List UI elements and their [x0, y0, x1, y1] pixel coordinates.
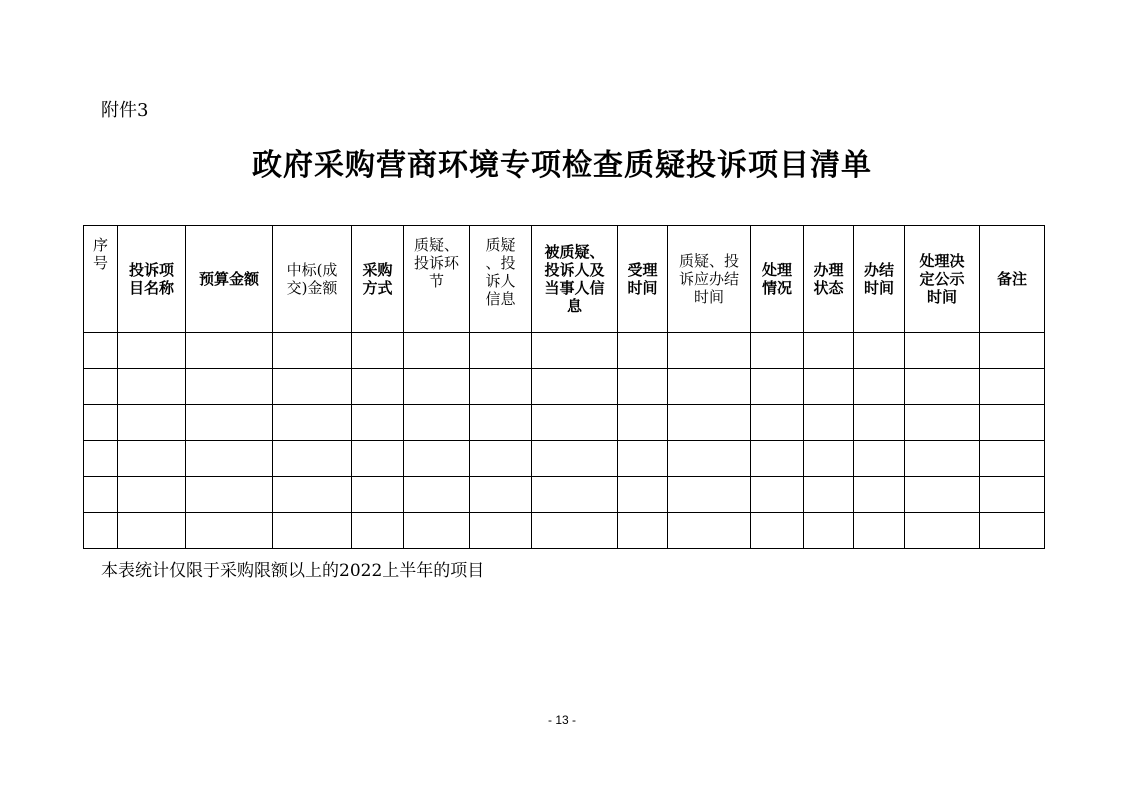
header-budget-amount: 预算金额 — [186, 226, 273, 333]
table-cell — [404, 405, 470, 441]
table-cell — [804, 477, 854, 513]
table-cell — [186, 369, 273, 405]
table-cell — [854, 369, 905, 405]
table-cell — [532, 369, 618, 405]
table-cell — [84, 333, 118, 369]
table-cell — [804, 513, 854, 549]
table-cell — [273, 333, 352, 369]
header-serial-number: 序 号 — [84, 226, 118, 333]
table-cell — [751, 513, 804, 549]
table-cell — [273, 369, 352, 405]
table-cell — [84, 513, 118, 549]
table-cell — [905, 369, 980, 405]
attachment-label: 附件3 — [101, 100, 149, 121]
table-cell — [668, 369, 751, 405]
table-cell — [84, 405, 118, 441]
header-procurement-method: 采购 方式 — [352, 226, 404, 333]
table-cell — [273, 441, 352, 477]
table-row — [84, 369, 1045, 405]
table-cell — [352, 441, 404, 477]
complaint-list-table — [83, 225, 1045, 549]
table-cell — [668, 477, 751, 513]
table-row — [84, 405, 1045, 441]
table-cell — [84, 477, 118, 513]
table-cell — [618, 513, 668, 549]
table-cell — [186, 405, 273, 441]
table-row — [84, 513, 1045, 549]
table-cell — [618, 441, 668, 477]
header-remarks: 备注 — [980, 226, 1045, 333]
table-cell — [854, 513, 905, 549]
table-cell — [404, 369, 470, 405]
table-cell — [352, 513, 404, 549]
table-cell — [532, 441, 618, 477]
table-header-row — [84, 226, 1045, 333]
table-cell — [404, 333, 470, 369]
table-cell — [532, 477, 618, 513]
table-cell — [668, 441, 751, 477]
table-cell — [273, 405, 352, 441]
table-cell — [186, 477, 273, 513]
table-cell — [352, 333, 404, 369]
table-cell — [980, 513, 1045, 549]
table-cell — [980, 477, 1045, 513]
table-row — [84, 441, 1045, 477]
table-cell — [980, 333, 1045, 369]
table-cell — [186, 513, 273, 549]
table-cell — [273, 513, 352, 549]
table-cell — [352, 405, 404, 441]
table-cell — [186, 333, 273, 369]
table-cell — [404, 441, 470, 477]
table-row — [84, 333, 1045, 369]
table-cell — [470, 405, 532, 441]
table-cell — [854, 333, 905, 369]
table-cell — [854, 477, 905, 513]
table-cell — [980, 441, 1045, 477]
table-cell — [118, 333, 186, 369]
table-cell — [751, 477, 804, 513]
table-cell — [905, 333, 980, 369]
table-cell — [854, 405, 905, 441]
table-cell — [118, 405, 186, 441]
header-handling-status: 处理 情况 — [751, 226, 804, 333]
header-award-amount: 中标(成 交)金额 — [273, 226, 352, 333]
table-cell — [273, 477, 352, 513]
header-complaint-stage: 质疑、 投诉环 节 — [404, 226, 470, 333]
table-cell — [905, 477, 980, 513]
table-cell — [352, 369, 404, 405]
page-number: - 13 - — [547, 713, 576, 727]
table-cell — [470, 477, 532, 513]
table-cell — [84, 441, 118, 477]
table-cell — [470, 369, 532, 405]
table-cell — [118, 477, 186, 513]
table-cell — [804, 405, 854, 441]
table-cell — [186, 441, 273, 477]
table-cell — [905, 405, 980, 441]
table-cell — [532, 513, 618, 549]
table-cell — [751, 441, 804, 477]
header-project-name: 投诉项 目名称 — [118, 226, 186, 333]
table-cell — [470, 333, 532, 369]
header-processing-state: 办理 状态 — [804, 226, 854, 333]
header-decision-publication-time: 处理决 定公示 时间 — [905, 226, 980, 333]
table-cell — [618, 477, 668, 513]
table-cell — [404, 477, 470, 513]
table-cell — [804, 441, 854, 477]
table-cell — [668, 405, 751, 441]
table-row — [84, 477, 1045, 513]
footnote: 本表统计仅限于采购限额以上的2022上半年的项目 — [101, 561, 485, 581]
table-cell — [618, 369, 668, 405]
table-cell — [470, 441, 532, 477]
table-cell — [618, 405, 668, 441]
table-cell — [905, 441, 980, 477]
table-cell — [668, 333, 751, 369]
table-cell — [470, 513, 532, 549]
table-cell — [118, 441, 186, 477]
table-cell — [84, 369, 118, 405]
table-cell — [804, 333, 854, 369]
table-cell — [980, 405, 1045, 441]
table-cell — [804, 369, 854, 405]
table-cell — [751, 369, 804, 405]
header-acceptance-time: 受理 时间 — [618, 226, 668, 333]
table-cell — [905, 513, 980, 549]
table-cell — [532, 333, 618, 369]
header-respondent-info: 被质疑、 投诉人及 当事人信 息 — [532, 226, 618, 333]
table-cell — [118, 369, 186, 405]
table-cell — [854, 441, 905, 477]
table-cell — [404, 513, 470, 549]
document-title: 政府采购营商环境专项检查质疑投诉项目清单 — [252, 148, 872, 183]
table-cell — [751, 333, 804, 369]
header-due-time: 质疑、投 诉应办结 时间 — [668, 226, 751, 333]
table-cell — [118, 513, 186, 549]
table-body — [84, 333, 1045, 549]
table-cell — [532, 405, 618, 441]
table-cell — [668, 513, 751, 549]
table-cell — [980, 369, 1045, 405]
table-cell — [618, 333, 668, 369]
table-cell — [352, 477, 404, 513]
header-complainant-info: 质疑 、投 诉人 信息 — [470, 226, 532, 333]
table-cell — [751, 405, 804, 441]
header-completion-time: 办结 时间 — [854, 226, 905, 333]
